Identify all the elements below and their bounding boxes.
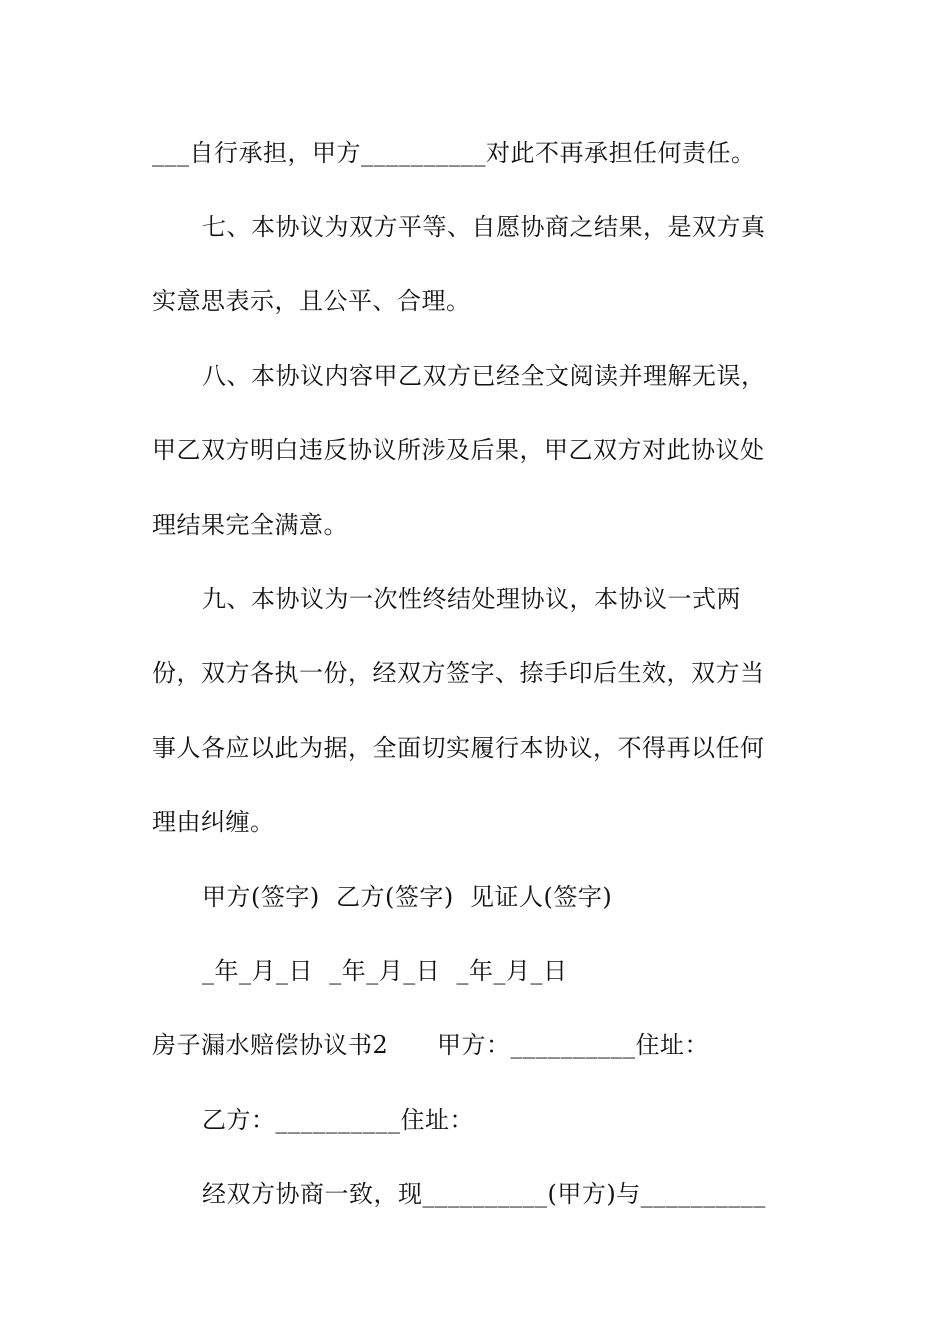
clause-9-line-4: 理由纠缠。 xyxy=(152,808,275,836)
signature-line: 甲方(签字) 乙方(签字) 见证人(签字) xyxy=(202,883,613,911)
clause-8-line-1: 八、本协议内容甲乙双方已经全文阅读并理解无误， xyxy=(202,362,766,390)
clause-8-line-2: 甲乙双方明白违反协议所涉及后果，甲乙双方对此协议处 xyxy=(152,436,765,464)
clause-9-line-1: 九、本协议为一次性终结处理协议，本协议一式两 xyxy=(202,585,741,613)
agreement-2-heading-line: 房子漏水赔偿协议书2 甲方：__________住址： xyxy=(152,1031,710,1059)
clause-8-line-3: 理结果完全满意。 xyxy=(152,511,348,539)
clause-9-line-3: 事人各应以此为据，全面切实履行本协议，不得再以任何 xyxy=(152,734,765,762)
party-b-line: 乙方：__________住址： xyxy=(202,1106,474,1134)
consensus-line: 经双方协商一致，现__________(甲方)与__________ xyxy=(202,1180,766,1208)
clause-7-line-2: 实意思表示，且公平、合理。 xyxy=(152,287,471,315)
text-line: ___自行承担，甲方__________对此不再承担任何责任。 xyxy=(152,139,756,167)
clause-9-line-2: 份，双方各执一份，经双方签字、捺手印后生效，双方当 xyxy=(152,659,765,687)
date-line: _年_月_日 _年_月_日 _年_月_日 xyxy=(202,957,568,985)
clause-7-line-1: 七、本协议为双方平等、自愿协商之结果，是双方真 xyxy=(202,213,766,241)
